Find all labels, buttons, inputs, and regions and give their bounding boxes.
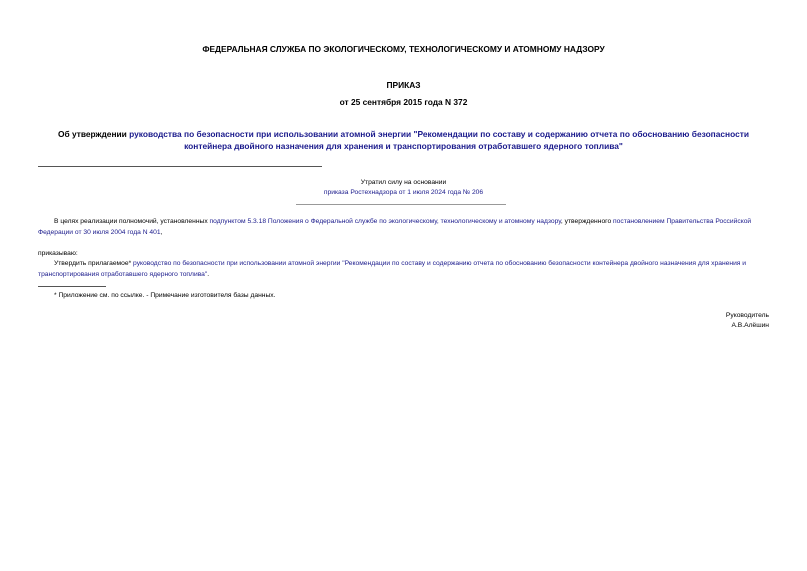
document-title bbox=[40, 128, 767, 152]
regulation-link[interactable]: подпунктом 5.3.18 Положения о Федеральной службе по экологическому, технологическому и атомному надзору bbox=[209, 218, 561, 225]
guide-link[interactable]: руководство по безопасности при использовании атомной энергии "Рекомендации по составу и содержанию отчета по обоснованию безопасности контейнера двойного назначения для хранения и транспортирования отработавшего ядерного топлива" bbox=[38, 260, 747, 278]
document-type: ПРИКАЗ bbox=[386, 80, 421, 90]
status-lost-force: Утратил силу на основании bbox=[360, 179, 447, 186]
basis-link[interactable]: приказа Ростехнадзора от 1 июля 2024 года № 206 bbox=[323, 189, 484, 196]
preamble-text: В целях реализации полномочий, установленных bbox=[54, 218, 210, 225]
footnote-divider bbox=[38, 286, 106, 287]
signature-name: А.В.Алёшин bbox=[731, 322, 769, 329]
signature-role: Руководитель bbox=[725, 312, 769, 319]
title-prefix: Об утверждении bbox=[57, 129, 130, 139]
footnote: * Приложение см. по ссылке. - Примечание изготовителя базы данных. bbox=[54, 292, 276, 299]
divider bbox=[296, 204, 506, 205]
approval-paragraph bbox=[38, 259, 768, 280]
title-link[interactable]: руководства по безопасности при использовании атомной энергии "Рекомендации по составу и содержанию отчета по обоснованию безопасности контейнера двойного назначения для хранения и транспортирования отработавшего ядерного топлива" bbox=[129, 129, 750, 151]
divider bbox=[38, 166, 322, 167]
approval-text: . bbox=[207, 270, 210, 278]
document-date: от 25 сентября 2015 года N 372 bbox=[339, 97, 468, 107]
preamble-text: , bbox=[160, 228, 163, 236]
preamble-paragraph bbox=[38, 217, 768, 238]
government-decree-link[interactable]: постановлением Правительства Российской Федерации от 30 июля 2004 года N 401 bbox=[38, 218, 752, 236]
order-word: приказываю: bbox=[38, 250, 78, 257]
approval-text: Утвердить прилагаемое* bbox=[54, 260, 134, 267]
agency-name: ФЕДЕРАЛЬНАЯ СЛУЖБА ПО ЭКОЛОГИЧЕСКОМУ, ТЕХНОЛОГИЧЕСКОМУ И АТОМНОМУ НАДЗОРУ bbox=[202, 44, 605, 54]
preamble-text: , утвержденного bbox=[560, 218, 614, 225]
